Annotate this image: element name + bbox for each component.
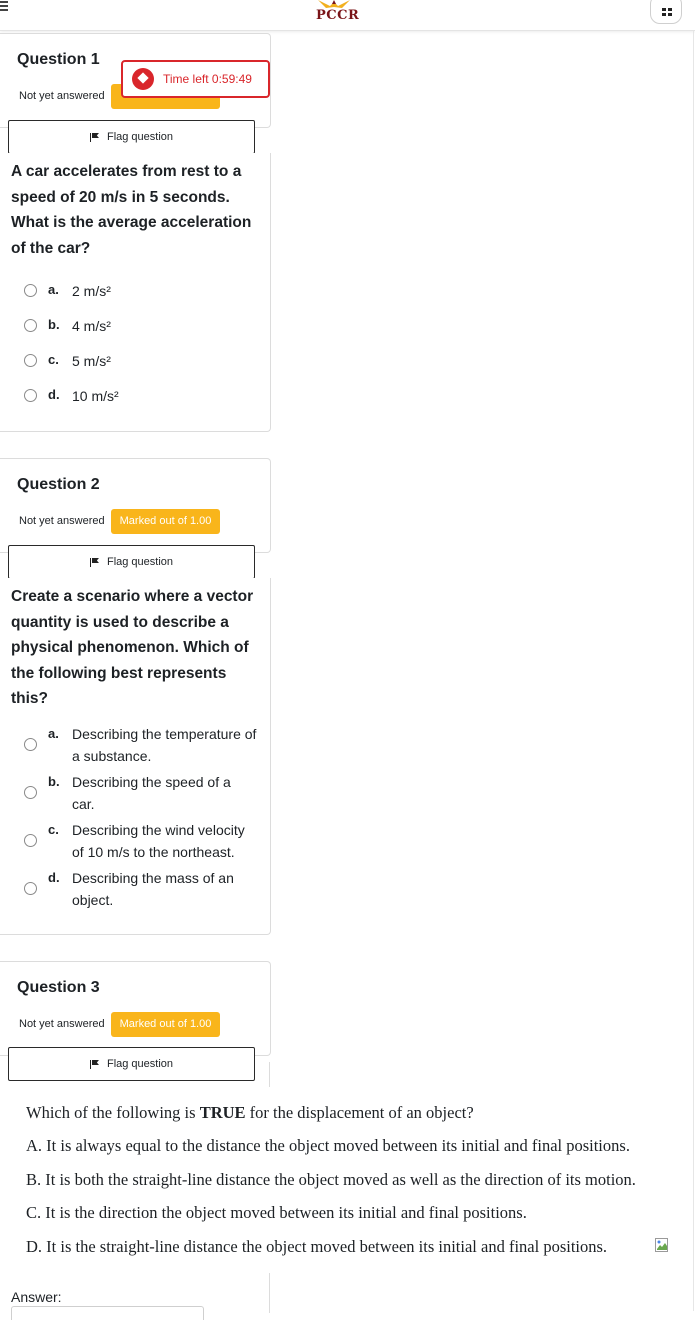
- option-letter: c.: [48, 352, 59, 367]
- radio-button[interactable]: [24, 354, 37, 367]
- top-navbar: [0, 0, 695, 31]
- flag-icon: [90, 1060, 99, 1068]
- marks-badge: Marked out of 1.00: [111, 509, 220, 534]
- open-drawer-button[interactable]: [650, 0, 682, 24]
- stem-text: Which of the following is: [26, 1103, 200, 1122]
- question-2-content: [0, 578, 271, 935]
- radio-button[interactable]: [24, 882, 37, 895]
- site-logo[interactable]: [312, 0, 360, 26]
- option-letter: d.: [48, 387, 60, 402]
- stem-emphasis: TRUE: [199, 1103, 246, 1122]
- statement-c: C. It is the direction the object moved between its initial and final positions.: [26, 1203, 527, 1222]
- logo-text: PCCR: [316, 8, 360, 23]
- question-state: Not yet answered: [19, 515, 105, 527]
- flag-question-button[interactable]: [8, 120, 255, 154]
- question-title: Question 3: [17, 979, 100, 996]
- answer-option-c[interactable]: [0, 819, 265, 863]
- question-state: Not yet answered: [19, 1018, 105, 1030]
- page-right-border: [693, 31, 694, 1311]
- question-text: Create a scenario where a vector quantity is used to describe a physical phenomenon. Which of the following best represents this?: [11, 588, 254, 708]
- clock-icon: [132, 68, 154, 90]
- radio-button[interactable]: [24, 389, 37, 402]
- option-text: Describing the speed of a car.: [72, 774, 231, 812]
- option-letter: b.: [48, 317, 60, 332]
- card-border: [269, 1062, 270, 1087]
- radio-button[interactable]: [24, 738, 37, 751]
- answer-input[interactable]: [11, 1306, 204, 1320]
- quiz-timer: [121, 60, 270, 98]
- question-title: Question 1: [17, 51, 100, 68]
- option-letter: b.: [48, 774, 60, 789]
- flag-question-button[interactable]: [8, 1047, 255, 1081]
- answer-option-c[interactable]: [0, 350, 265, 372]
- marks-badge: Marked out of 1.00: [111, 1012, 220, 1037]
- flag-label: Flag question: [106, 556, 174, 568]
- option-letter: a.: [48, 282, 59, 297]
- radio-button[interactable]: [24, 319, 37, 332]
- flag-label: Flag question: [106, 1058, 174, 1070]
- option-letter: c.: [48, 822, 59, 837]
- option-letter: a.: [48, 726, 59, 741]
- option-text: 5 m/s²: [72, 353, 111, 369]
- grid-icon: [662, 8, 672, 16]
- broken-image-icon: [655, 1238, 670, 1253]
- flag-label: Flag question: [106, 131, 174, 143]
- answer-option-d[interactable]: [0, 385, 265, 407]
- question-2-info: [0, 458, 271, 553]
- option-text: 2 m/s²: [72, 283, 111, 299]
- statement-b: B. It is both the straight-line distance the object moved as well as the direction of its motion.: [26, 1170, 636, 1189]
- option-text: Describing the mass of an object.: [72, 870, 234, 908]
- statement-d: D. It is the straight-line distance the object moved between its initial and final positions.: [26, 1237, 608, 1256]
- radio-button[interactable]: [24, 284, 37, 297]
- radio-button[interactable]: [24, 786, 37, 799]
- answer-option-a[interactable]: [0, 280, 265, 302]
- question-state: Not yet answered: [19, 90, 105, 102]
- stem-text-end: for the displacement of an object?: [245, 1103, 474, 1122]
- radio-button[interactable]: [24, 834, 37, 847]
- flag-icon: [90, 558, 99, 566]
- question-1-content: [0, 153, 271, 432]
- answer-option-d[interactable]: [0, 867, 265, 911]
- answer-option-a[interactable]: [0, 723, 265, 767]
- question-stem: [26, 1103, 474, 1123]
- option-text: 10 m/s²: [72, 388, 119, 404]
- option-text: Describing the wind velocity of 10 m/s to the northeast.: [72, 822, 245, 860]
- option-letter: d.: [48, 870, 60, 885]
- answer-label: Answer:: [11, 1289, 62, 1305]
- flag-icon: [90, 133, 99, 141]
- question-3-info: [0, 961, 271, 1056]
- flag-question-button[interactable]: [8, 545, 255, 579]
- hamburger-menu-icon[interactable]: [0, 0, 12, 16]
- question-text: A car accelerates from rest to a speed of 20 m/s in 5 seconds. What is the average acceleration of the car?: [11, 163, 252, 257]
- option-text: 4 m/s²: [72, 318, 111, 334]
- card-border: [269, 1273, 270, 1313]
- question-title: Question 2: [17, 476, 100, 493]
- option-text: Describing the temperature of a substance.: [72, 726, 257, 764]
- statement-a: A. It is always equal to the distance the object moved between its initial and final positions.: [26, 1136, 630, 1155]
- answer-option-b[interactable]: [0, 315, 265, 337]
- answer-option-b[interactable]: [0, 771, 265, 815]
- timer-text: Time left 0:59:49: [163, 72, 252, 86]
